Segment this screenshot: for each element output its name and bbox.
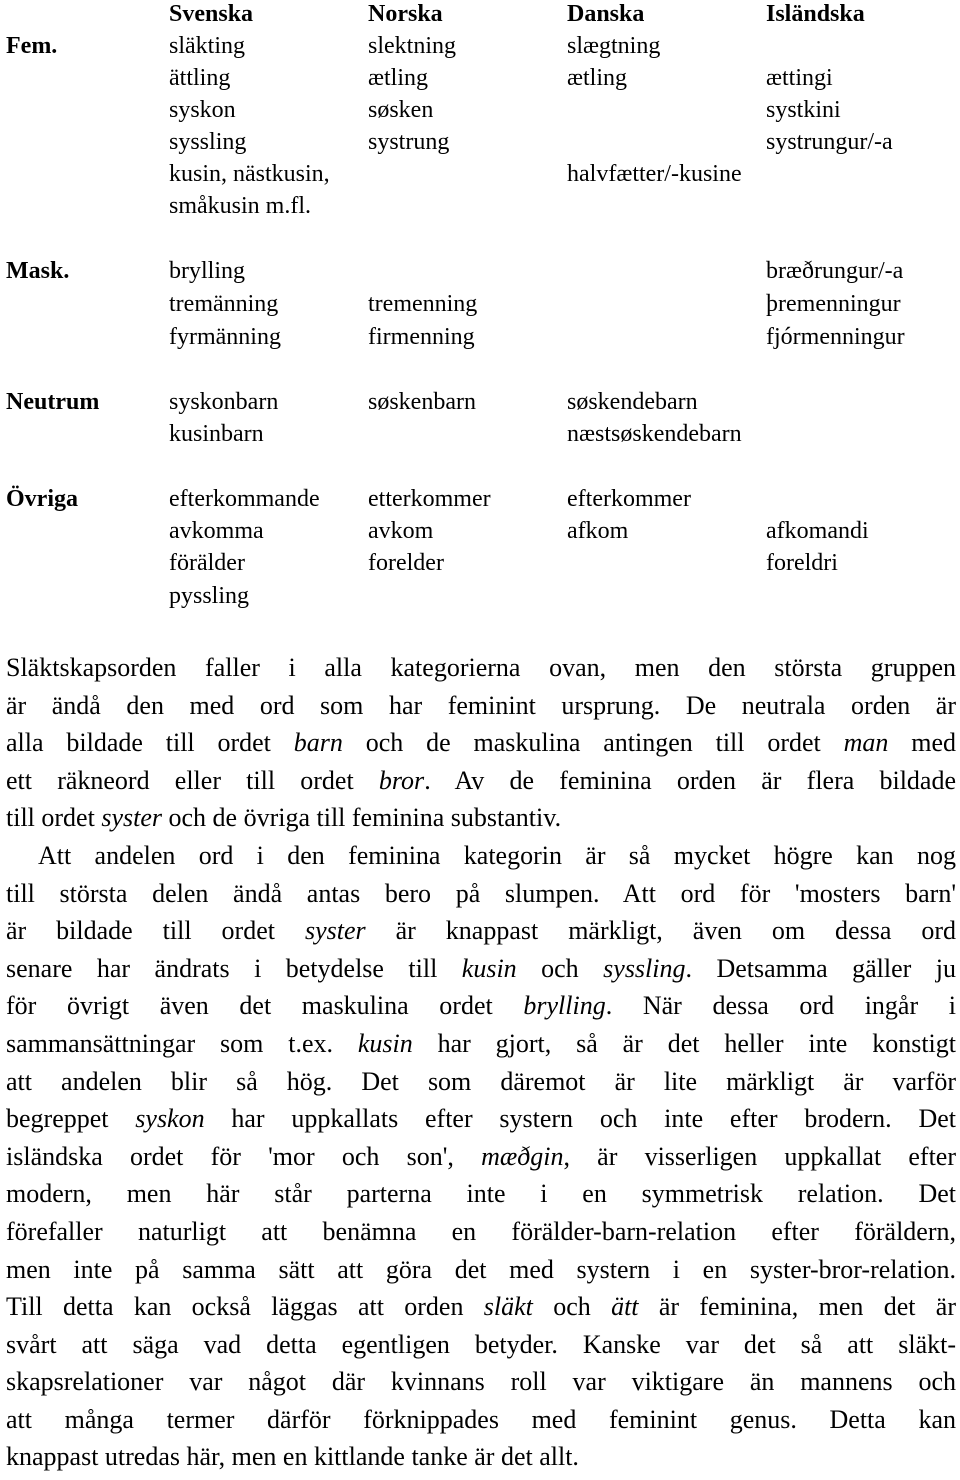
text-run: har gjort, så är det heller inte konstigt bbox=[412, 1028, 956, 1058]
italic-term: mæðgin bbox=[481, 1141, 564, 1171]
table-row bbox=[0, 158, 960, 190]
text-run: till största delen ändå antas bero på slumpen. Att ord för 'mosters barn' bbox=[6, 878, 956, 908]
table-cell-danska: ætling bbox=[567, 65, 628, 91]
italic-term: syster bbox=[101, 803, 162, 833]
italic-term: kusin bbox=[461, 953, 517, 983]
text-run: är feminina, men det är bbox=[638, 1292, 956, 1322]
text-line bbox=[6, 1063, 956, 1101]
text-run: och bbox=[532, 1292, 612, 1322]
text-line bbox=[6, 1025, 956, 1063]
table-cell-svenska: avkomma bbox=[169, 518, 264, 544]
text-run: . Av de feminina orden är flera bildade bbox=[424, 765, 957, 795]
text-line bbox=[6, 762, 956, 800]
text-line bbox=[6, 987, 956, 1025]
table-row bbox=[0, 483, 960, 515]
column-header-svenska: Svenska bbox=[169, 1, 254, 27]
table-row bbox=[0, 418, 960, 450]
text-line bbox=[6, 1288, 956, 1326]
text-run: begreppet bbox=[6, 1104, 136, 1134]
text-run: och bbox=[516, 953, 604, 983]
table-row bbox=[0, 190, 960, 222]
table-cell-svenska: syssling bbox=[169, 129, 247, 155]
italic-term: barn bbox=[293, 728, 343, 758]
table-cell-danska: søskendebarn bbox=[567, 389, 698, 415]
table-cell-norska: ætling bbox=[368, 65, 429, 91]
text-line bbox=[6, 724, 956, 762]
text-line bbox=[6, 912, 956, 950]
table-row bbox=[0, 94, 960, 126]
body-text bbox=[6, 649, 956, 1476]
table-row bbox=[0, 386, 960, 418]
text-line bbox=[6, 837, 956, 875]
table-cell-islandska: þremenningur bbox=[766, 291, 901, 317]
table-cell-danska: afkom bbox=[567, 518, 629, 544]
text-line bbox=[6, 1213, 956, 1251]
italic-term: syskon bbox=[135, 1104, 205, 1134]
text-run: Släktskapsorden faller i alla kategorierna ovan, men den största gruppen bbox=[6, 653, 956, 682]
table-row bbox=[0, 515, 960, 547]
italic-term: kusin bbox=[357, 1028, 413, 1058]
table-cell-svenska: syskon bbox=[169, 97, 236, 123]
text-run: och de övriga till feminina substantiv. bbox=[162, 803, 562, 833]
text-run: isländska ordet för 'mor och son', bbox=[6, 1141, 482, 1171]
table-cell-svenska: pyssling bbox=[169, 583, 250, 609]
table-cell-svenska: tremänning bbox=[169, 291, 279, 317]
text-run: skapsrelationer var något där kvinnans roll var viktigare än mannens och bbox=[6, 1367, 956, 1397]
italic-term: släkt bbox=[483, 1292, 533, 1322]
text-line bbox=[6, 1100, 956, 1138]
table-cell-norska: firmenning bbox=[368, 324, 475, 350]
table-cell-norska: søskenbarn bbox=[368, 389, 476, 415]
table-cell-svenska: fyrmänning bbox=[169, 324, 281, 350]
text-line bbox=[6, 1326, 956, 1364]
column-header-danska: Danska bbox=[567, 1, 645, 27]
text-run: alla bildade till ordet bbox=[6, 728, 294, 758]
text-run: sammansättningar som t.ex. bbox=[6, 1028, 358, 1058]
table-row bbox=[0, 126, 960, 158]
text-line bbox=[6, 950, 956, 988]
table-cell-islandska: foreldri bbox=[766, 550, 838, 576]
table-cell-norska: søsken bbox=[368, 97, 434, 123]
column-header-islandska: Isländska bbox=[766, 1, 865, 27]
table-cell-svenska: ättling bbox=[169, 65, 231, 91]
text-run: är ändå den med ord som har feminint ursprung. De neutrala orden är bbox=[6, 690, 956, 720]
text-line bbox=[6, 1401, 956, 1439]
table-cell-islandska: afkomandi bbox=[766, 518, 869, 544]
text-run: modern, men här står parterna inte i en symmetrisk relation. Det bbox=[6, 1179, 956, 1209]
text-line bbox=[6, 649, 956, 687]
row-category-label: Övriga bbox=[6, 486, 78, 512]
text-run: att andelen blir så hög. Det som däremot är lite märkligt är varför bbox=[6, 1066, 956, 1096]
table-row bbox=[0, 547, 960, 579]
table-row bbox=[0, 580, 960, 612]
table-cell-danska: efterkommer bbox=[567, 486, 691, 512]
text-line bbox=[6, 1175, 956, 1213]
text-run: , är visserligen uppkallat efter bbox=[563, 1141, 956, 1171]
text-line bbox=[6, 687, 956, 725]
table-cell-svenska: efterkommande bbox=[169, 486, 320, 512]
table-cell-svenska: småkusin m.fl. bbox=[169, 193, 311, 219]
text-line bbox=[6, 799, 956, 837]
table-cell-svenska: förälder bbox=[169, 550, 245, 576]
text-run: . Detsamma gäller ju bbox=[685, 953, 956, 983]
text-line bbox=[6, 1438, 956, 1476]
text-run: med bbox=[888, 728, 957, 758]
italic-term: syster bbox=[304, 916, 366, 946]
table-cell-norska: avkom bbox=[368, 518, 434, 544]
italic-term: bror bbox=[378, 765, 425, 795]
table-cell-norska: forelder bbox=[368, 550, 444, 576]
text-line bbox=[6, 875, 956, 913]
text-line bbox=[6, 1251, 956, 1289]
table-row bbox=[0, 288, 960, 320]
table-cell-norska: slektning bbox=[368, 33, 456, 59]
text-run: förefaller naturligt att benämna en förälder-barn-relation efter föräldern, bbox=[6, 1216, 956, 1246]
text-run: har uppkallats efter systern och inte efter brodern. Det bbox=[204, 1104, 956, 1134]
table-cell-danska: halvfætter/-kusine bbox=[567, 161, 742, 187]
row-category-label: Fem. bbox=[6, 33, 58, 59]
row-category-label: Neutrum bbox=[6, 389, 100, 415]
italic-term: brylling bbox=[523, 991, 606, 1021]
text-run: för övrigt även det maskulina ordet bbox=[6, 991, 524, 1021]
text-run: att många termer därför förknippades med feminint genus. Detta kan bbox=[6, 1404, 956, 1434]
table-cell-norska: tremenning bbox=[368, 291, 478, 317]
text-run: . När dessa ord ingår i bbox=[605, 991, 956, 1021]
text-run: knappast utredas här, men en kittlande tanke är det allt. bbox=[6, 1442, 579, 1472]
text-run: och de maskulina antingen till ordet bbox=[342, 728, 844, 758]
table-cell-svenska: kusinbarn bbox=[169, 421, 264, 447]
italic-term: syssling bbox=[603, 953, 686, 983]
text-line bbox=[6, 1363, 956, 1401]
table-cell-islandska: fjórmenningur bbox=[766, 324, 905, 350]
table-cell-svenska: släkting bbox=[169, 33, 245, 59]
table-cell-norska: systrung bbox=[368, 129, 450, 155]
table-cell-danska: næstsøskendebarn bbox=[567, 421, 742, 447]
text-run: till ordet bbox=[6, 803, 102, 833]
row-category-label: Mask. bbox=[6, 258, 70, 284]
column-header-norska: Norska bbox=[368, 1, 443, 27]
text-run: senare har ändrats i betydelse till bbox=[6, 953, 462, 983]
text-run: men inte på samma sätt att göra det med systern i en syster-bror-relation. bbox=[6, 1254, 956, 1284]
table-row bbox=[0, 255, 960, 287]
table-cell-svenska: kusin, nästkusin, bbox=[169, 161, 330, 187]
table-cell-danska: slægtning bbox=[567, 33, 661, 59]
text-line bbox=[6, 1138, 956, 1176]
text-run: Att andelen ord i den feminina kategorin är så mycket högre kan nog bbox=[38, 840, 956, 870]
text-run: svårt att säga vad detta egentligen betyder. Kanske var det så att släkt- bbox=[6, 1329, 956, 1359]
table-row bbox=[0, 62, 960, 94]
table-row bbox=[0, 30, 960, 62]
table-cell-islandska: systrungur/-a bbox=[766, 129, 893, 155]
table-cell-norska: etterkommer bbox=[368, 486, 491, 512]
italic-term: man bbox=[843, 728, 889, 758]
table-cell-islandska: bræðrungur/-a bbox=[766, 258, 904, 284]
table-row bbox=[0, 321, 960, 353]
table-cell-svenska: syskonbarn bbox=[169, 389, 279, 415]
table-cell-islandska: ættingi bbox=[766, 65, 833, 91]
table-header-row bbox=[0, 0, 960, 30]
text-run: är knappast märkligt, även om dessa ord bbox=[365, 916, 956, 946]
table-cell-svenska: brylling bbox=[169, 258, 245, 284]
text-run: ett räkneord eller till ordet bbox=[6, 765, 379, 795]
italic-term: ätt bbox=[611, 1292, 639, 1322]
table-cell-islandska: systkini bbox=[766, 97, 841, 123]
text-run: Till detta kan också läggas att orden bbox=[6, 1292, 484, 1322]
text-run: är bildade till ordet bbox=[6, 916, 305, 946]
